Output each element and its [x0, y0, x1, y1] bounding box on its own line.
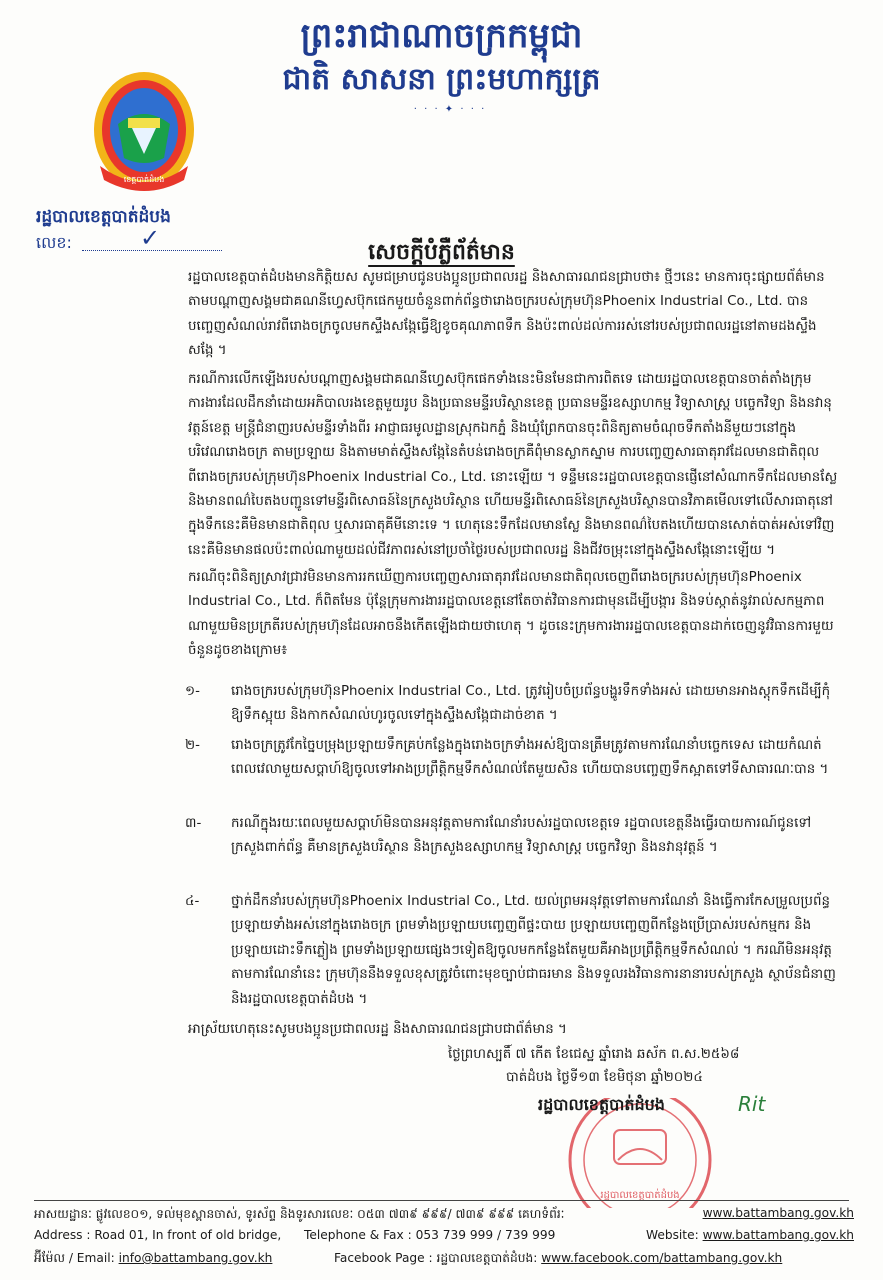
signature: Rit [738, 1092, 766, 1116]
footer-line-english [34, 1228, 854, 1242]
date-solar: បាត់ដំបង ថ្ងៃទី១៣ ខែមិថុនា ឆ្នាំ២០២៤ [506, 1070, 703, 1085]
measure-item [185, 734, 840, 808]
measure-number: ៤- [185, 894, 200, 909]
measures-list [185, 680, 840, 1014]
footer-line-contacts [34, 1250, 854, 1268]
paragraph-2: ករណីការលើកឡើងរបស់បណ្ដាញសង្គមជាគណនីហ្វេសប៊ុកផេកទាំងនេះមិនមែនជាការពិតទេ ដោយរដ្ឋបាលខេត្តបានចាត់តាំងក្រុមការងារដែលដឹកនាំដោយអភិបាលរងខេត្តមួយរូប និងប្រធានមន្ទីរបរិស្ថានខេត្ត ប្រធានមន្ទីរឧស្សាហកម្ម វិទ្យាសាស្ត្រ បច្ចេកវិទ្យា និងនវានុវត្តន៍ខេត្ត មន្ត្រីជំនាញរបស់មន្ទីរទាំងពីរ អាជ្ញាធរមូលដ្ឋានស្រុកឯកភ្នំ និងឃុំព្រែកបានចុះពិនិត្យតាមចំណុចទឹកតាំងនីមួយៗនៅក្នុងបរិវេណរោងចក្រ តាមប្រឡាយ និងតាមមាត់ស្ទឹងសង្កែនៃតំបន់រោងចក្រគឺពុំមានស្លាកស្នាម ការបញ្ចេញសារធាតុរាវដែលមានជាតិពុលពីរោងចក្ររបស់ក្រុមហ៊ុនPhoenix Industrial Co., Ltd. នោះឡើយ ។ ទន្ទឹមនេះរដ្ឋបាលខេត្តបានផ្ញើនៅសំណាកទឹកដែលមានស្លែ និងមានពណ៌បៃតងបញ្ជូនទៅមន្ទីរពិសោធន៍នៃក្រសួងបរិស្ថាន ហើយមន្ទីរពិសោធន៍នៃក្រសួងបរិស្ថានបានវិភាគមើលទៅលើសារធាតុនៅក្នុងទឹកនេះគឺមិនមានជាតិពុល ឬសារធាតុគីមីនោះទេ ។ ហេតុនេះទឹកដែលមានស្លែ និងមានពណ៌បៃតងហើយបានសោត់បាត់អស់ទៅវិញនេះគឺមិនមានផលប៉ះពាល់ណាមួយដល់ជីវភាពរស់នៅប្រចាំថ្ងៃរបស់ប្រជាពលរដ្ឋ និងជីវចម្រុះនៅក្នុងស្ទឹងសង្កែនោះឡើយ ។ [188, 372, 838, 558]
issuing-office: រដ្ឋបាលខេត្តបាត់ដំបង [36, 207, 171, 227]
measure-item [185, 680, 840, 730]
header-motto: ជាតិ សាសនា ព្រះមហាក្សត្រ [282, 62, 601, 97]
footer-phone: Telephone & Fax : 053 739 999 / 739 999 [304, 1228, 556, 1242]
footer-rule [34, 1200, 849, 1201]
measure-item [185, 890, 840, 1014]
paragraph-3: ករណីចុះពិនិត្យស្រាវជ្រាវមិនមានការរកឃើញការបញ្ចេញសារធាតុរាវដែលមានជាតិពុលចេញពីរោងចក្ររបស់ក្រុមហ៊ុនPhoenix Industrial Co., Ltd. ក៏ពិតមែន ប៉ុន្តែក្រុមការងាររដ្ឋបាលខេត្តនៅតែចាត់វិធានការជាមុនដើម្បីបង្ការ និងទប់ស្កាត់នូវរាល់សកម្មភាពណាមួយមិនប្រក្រតីរបស់ក្រុមហ៊ុនដែលអាចនឹងកើតឡើងជាយថាហេតុ ។ ដូចនេះក្រុមការងាររដ្ឋបាលខេត្តបានដាក់ចេញនូវវិធានការមួយចំនួនដូចខាងក្រោម៖ [188, 570, 834, 659]
paragraph-1: រដ្ឋបាលខេត្តបាត់ដំបងមានកិត្តិយស សូមជម្រាបជូនបងប្អូនប្រជាពលរដ្ឋ និងសាធារណជនជ្រាបថា៖ ថ្មីៗនេះ មានការចុះផ្សាយព័ត៌មានតាមបណ្ដាញសង្គមជាគណនីហ្វេសប៊ុកផេកមួយចំនួនពាក់ព័ន្ធថារោងចក្ររបស់ក្រុមហ៊ុនPhoenix Industrial Co., Ltd. បានបញ្ចេញសំណល់រាវពីរោងចក្រចូលមកស្ទឹងសង្កែធ្វើឱ្យខូចគុណភាពទឹក និងប៉ះពាល់ដល់ការរស់នៅរបស់ប្រជាពលរដ្ឋនៅតាមដងស្ទឹងសង្កែ ។ [188, 270, 825, 359]
footer-facebook-link[interactable]: www.facebook.com/battambang.gov.kh [541, 1251, 783, 1265]
closing-statement: អាស្រ័យហេតុនេះសូមបងប្អូនប្រជាពលរដ្ឋ និងសាធារណជនជ្រាបជាព័ត៌មាន ។ [188, 1022, 567, 1037]
document-number-label: លេខ: [36, 233, 72, 252]
footer-website-link[interactable]: www.battambang.gov.kh [702, 1206, 854, 1220]
footer-email-label: អ៊ីម៉ែល / Email: [34, 1251, 119, 1265]
footer-address-khmer: អាសយដ្ឋានៈ ផ្លូវលេខ០១, ទល់មុខស្ពានចាស់, ទូរស័ព្ទ និងទូរសារលេខៈ ០៥៣ ៧៣៩ ៩៩៩/ ៧៣៩ ៩៩៩ គេហទំព័រៈ [34, 1207, 565, 1221]
measure-number: ២- [185, 738, 200, 753]
provincial-emblem-logo [88, 68, 200, 208]
signer-office: រដ្ឋបាលខេត្តបាត់ដំបង [538, 1095, 665, 1114]
document-title: សេចក្ដីបំភ្លឺព័ត៌មាន [368, 240, 515, 265]
footer-website-label: Website: [646, 1228, 703, 1242]
footer-line-khmer [34, 1206, 854, 1224]
footer-website-link-2[interactable]: www.battambang.gov.kh [702, 1228, 854, 1242]
footer-address-english: Address : Road 01, In front of old bridge, [34, 1228, 282, 1242]
measure-number: ៣- [185, 816, 202, 831]
checkmark-icon: ✓ [140, 224, 161, 252]
logo-caption: ខេត្តបាត់ដំបង [123, 175, 165, 184]
date-lunar: ថ្ងៃព្រហស្បតិ៍ ៧ កើត ខែជេស្ឋ ឆ្នាំរោង ឆស័ក ព.ស.២៥៦៨ [448, 1047, 740, 1062]
stamp-text: រដ្ឋបាលខេត្តបាត់ដំបង [600, 1190, 680, 1201]
header-ornament: · · · ✦ · · · [413, 104, 487, 115]
measure-item [185, 812, 840, 886]
footer-facebook-label: Facebook Page : រដ្ឋបាលខេត្តបាត់ដំបង: [334, 1251, 542, 1265]
footer-email-link[interactable]: info@battambang.gov.kh [118, 1251, 273, 1265]
measure-text: រោងចក្ររបស់ក្រុមហ៊ុនPhoenix Industrial Co., Ltd. ត្រូវរៀបចំប្រព័ន្ធបង្ហូរទឹកទាំងអស់ ដោយមានអាងស្ដុកទឹកដើម្បីកុំឱ្យទឹកស្អុយ និងកាកសំណល់ហូរចូលទៅក្នុងស្ទឹងសង្កែជាដាច់ខាត ។ [231, 684, 831, 724]
measure-number: ១- [185, 684, 200, 699]
measure-text: ថ្នាក់ដឹកនាំរបស់ក្រុមហ៊ុនPhoenix Industrial Co., Ltd. យល់ព្រមអនុវត្តទៅតាមការណែនាំ និងធ្វើការកែសម្រួលប្រព័ន្ធប្រឡាយទាំងអស់នៅក្នុងរោងចក្រ ព្រមទាំងប្រឡាយបញ្ចេញពីផ្ទះបាយ ប្រឡាយបញ្ចេញពីកន្លែងប្រើប្រាស់របស់កម្មករ និងប្រឡាយដោះទឹកភ្លៀង ព្រមទាំងប្រឡាយផ្សេងៗទៀតឱ្យចូលមកកន្លែងតែមួយគឺអាងប្រព្រឹត្តិកម្មទឹកសំណល់ ។ ករណីមិនអនុវត្តតាមការណែនាំនេះ ក្រុមហ៊ុននឹងទទួលខុសត្រូវចំពោះមុខច្បាប់ជាធរមាន និងទទួលរងវិធានការនានារបស់ក្រសួង ស្ថាប័នជំនាញ និងរដ្ឋបាលខេត្តបាត់ដំបង ។ [231, 894, 836, 1007]
body-paragraphs [188, 266, 838, 664]
measure-text: ករណីក្នុងរយៈពេលមួយសប្ដាហ៍មិនបានអនុវត្តតាមការណែនាំរបស់រដ្ឋបាលខេត្តទេ រដ្ឋបាលខេត្តនឹងធ្វើរបាយការណ៍ជូនទៅក្រសួងពាក់ព័ន្ធ គឺមានក្រសួងបរិស្ថាន និងក្រសួងឧស្សាហកម្ម វិទ្យាសាស្ត្រ បច្ចេកវិទ្យា និងនវានុវត្តន៍ ។ [231, 816, 812, 856]
measure-text: រោងចក្រត្រូវកែច្នៃបម្រុងប្រឡាយទឹកគ្រប់កន្លែងក្នុងរោងចក្រទាំងអស់ឱ្យបានត្រឹមត្រូវតាមការណែនាំបច្ចេកទេស ដោយកំណត់ពេលវេលាមួយសប្ដាហ៍ឱ្យចូលទៅអាងប្រព្រឹត្តិកម្មទឹកសំណល់តែមួយសិន ហើយបានបញ្ចេញទឹកស្អាតទៅទីសាធារណៈបាន ។ [231, 738, 829, 778]
header-kingdom: ព្រះរាជាណាចក្រកម្ពុជា [300, 16, 583, 56]
